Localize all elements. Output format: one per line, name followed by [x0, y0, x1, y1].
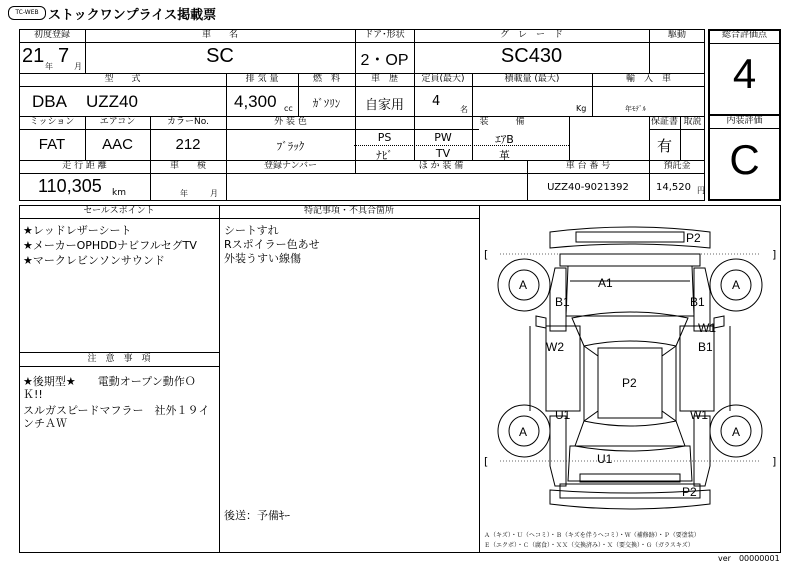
car-name-label: 車 名 [201, 30, 238, 40]
reg-number-label: 登録ナンバー [264, 161, 317, 171]
reg-month: 7 [58, 45, 70, 67]
caution-note-item: スルガスピードマフラー 社外１９インチＡＷ [23, 404, 210, 430]
damage-mark: B1 [555, 295, 570, 309]
special-note-item: Rスポイラー色あせ [224, 238, 320, 251]
logo: TC-WEB [8, 6, 46, 20]
chassis-no: UZZ40-9021392 [547, 182, 629, 193]
bracket-open: [ [484, 248, 489, 261]
import-note: 年ﾓﾃﾞﾙ [625, 105, 646, 113]
color-no-label: カラーNo. [167, 117, 209, 127]
damage-mark: U1 [597, 452, 613, 466]
special-notes-footer: 後送：予備ｷｰ [224, 509, 290, 522]
interior-grade: C [729, 136, 760, 183]
displacement: 4,300 [234, 92, 277, 111]
special-notes-label: 特記事項・不具合箇所 [303, 206, 394, 216]
aircon-label: エアコン [99, 117, 136, 127]
equipment-label: 装 備 [479, 117, 525, 127]
load-unit: Kg [576, 104, 587, 113]
model-code: UZZ40 [86, 92, 138, 111]
aircon: AAC [102, 136, 133, 153]
damage-mark: A [519, 278, 528, 292]
damage-mark: A1 [598, 276, 613, 290]
bracket-close: ] [772, 455, 777, 468]
fuel-label: 燃 料 [312, 74, 340, 84]
deposit-unit: 円 [697, 186, 705, 195]
equip-tv: TV [435, 147, 451, 160]
other-equip-label: ほ か 装 備 [418, 161, 464, 171]
first-reg-label: 初度登録 [33, 30, 70, 40]
special-note-item: 外装うすい線傷 [224, 252, 301, 265]
mission: FAT [38, 136, 66, 153]
equip-leather: 革 [499, 149, 510, 162]
load-label: 積載量 (最大) [504, 74, 560, 84]
history-label: 車 歴 [370, 74, 398, 84]
sales-point-item: ★メーカーOPHDDナビフルセグTV [23, 239, 197, 252]
reg-year: 21 [22, 45, 45, 67]
month-unit: 月 [74, 62, 82, 71]
year-unit: 年 [45, 62, 53, 71]
caution-label: 注 意 事 項 [87, 354, 151, 364]
damage-mark: W2 [546, 340, 564, 354]
equip-ab: ｴｱB [495, 133, 514, 146]
capacity-label: 定員(最大) [421, 74, 465, 84]
warranty: 有 [656, 137, 672, 155]
insp-month-unit: 月 [210, 189, 218, 198]
damage-mark: B1 [690, 295, 705, 309]
door-type: 2・OP [360, 52, 409, 69]
color-no: 212 [175, 136, 201, 153]
damage-mark: P2 [686, 231, 701, 245]
legend-line: Ａ（キズ）・Ｕ（ヘコミ）・Ｂ（キズを伴うヘコミ）・Ｗ（補修跡）・Ｐ（要塗装） [484, 532, 700, 539]
mileage-unit: km [112, 188, 126, 198]
capacity-unit: 名 [460, 105, 468, 114]
bracket-close: ] [772, 248, 777, 261]
damage-mark: W1 [690, 408, 708, 422]
warranty-label: 保証書 [650, 117, 678, 127]
car-name: SC [206, 45, 234, 67]
grade: SC430 [500, 45, 563, 67]
displacement-label: 排 気 量 [245, 74, 279, 84]
interior-grade-label: 内装評価 [726, 116, 763, 126]
chassis-no-label: 車 台 番 号 [565, 161, 611, 171]
equip-ps: PS [377, 131, 392, 144]
special-note-item: シートすれ [224, 224, 279, 237]
mileage: 110,305 [38, 176, 102, 196]
overall-grade-label: 総合評価点 [721, 30, 767, 40]
bracket-open: [ [484, 455, 489, 468]
deposit: 14,520 [656, 182, 691, 193]
grade-label: グ レ ー ド [499, 30, 563, 40]
damage-mark: A [519, 425, 528, 439]
caution-note-item: ★後期型★ 電動オープン動作ＯＫ!! [23, 375, 196, 401]
mileage-label: 走 行 距 離 [62, 161, 107, 171]
history: 自家用 [364, 98, 404, 113]
drive-label: 駆動 [667, 30, 686, 40]
damage-mark: A [732, 425, 741, 439]
capacity: 4 [432, 94, 441, 109]
legend-line: Ｅ（エクボ）・Ｃ（腐食）・ＸＸ（交換済み）・Ｘ（要交換）・Ｇ（ガラスキズ） [484, 542, 694, 549]
damage-mark: A [732, 278, 741, 292]
door-type-label: ドア･形状 [364, 30, 405, 40]
damage-mark: W1 [698, 321, 716, 335]
sales-points-label: セールスポイント [83, 206, 155, 216]
document-title: ストックワンプライス掲載票 [48, 8, 217, 23]
model-prefix: DBA [32, 92, 67, 111]
import-label: 輸 入 車 [625, 74, 671, 84]
insp-year-unit: 年 [180, 189, 188, 198]
equip-pw: PW [434, 131, 452, 144]
displacement-unit: cc [284, 104, 293, 113]
damage-mark: P2 [622, 376, 637, 390]
damage-mark: B1 [698, 340, 713, 354]
ext-color-label: 外 装 色 [274, 117, 307, 127]
damage-mark: P2 [682, 485, 697, 499]
fuel: ｶﾞｿﾘﾝ [312, 97, 341, 110]
deposit-label: 預託金 [663, 161, 691, 171]
manual-label: 取説 [683, 117, 702, 127]
version-label: ver 00000001 [718, 554, 780, 563]
equip-navi: ﾅﾋﾞ [376, 149, 393, 162]
sales-point-item: ★レッドレザーシート [23, 224, 132, 237]
overall-grade: 4 [732, 50, 757, 97]
damage-mark: U1 [555, 408, 571, 422]
mission-label: ミッション [29, 117, 75, 127]
model-label: 型 式 [104, 74, 141, 84]
inspection-label: 車 検 [169, 161, 206, 171]
ext-color: ﾌﾞﾗｯｸ [276, 140, 305, 153]
sales-point-item: ★マークレビンソンサウンド [23, 254, 165, 267]
